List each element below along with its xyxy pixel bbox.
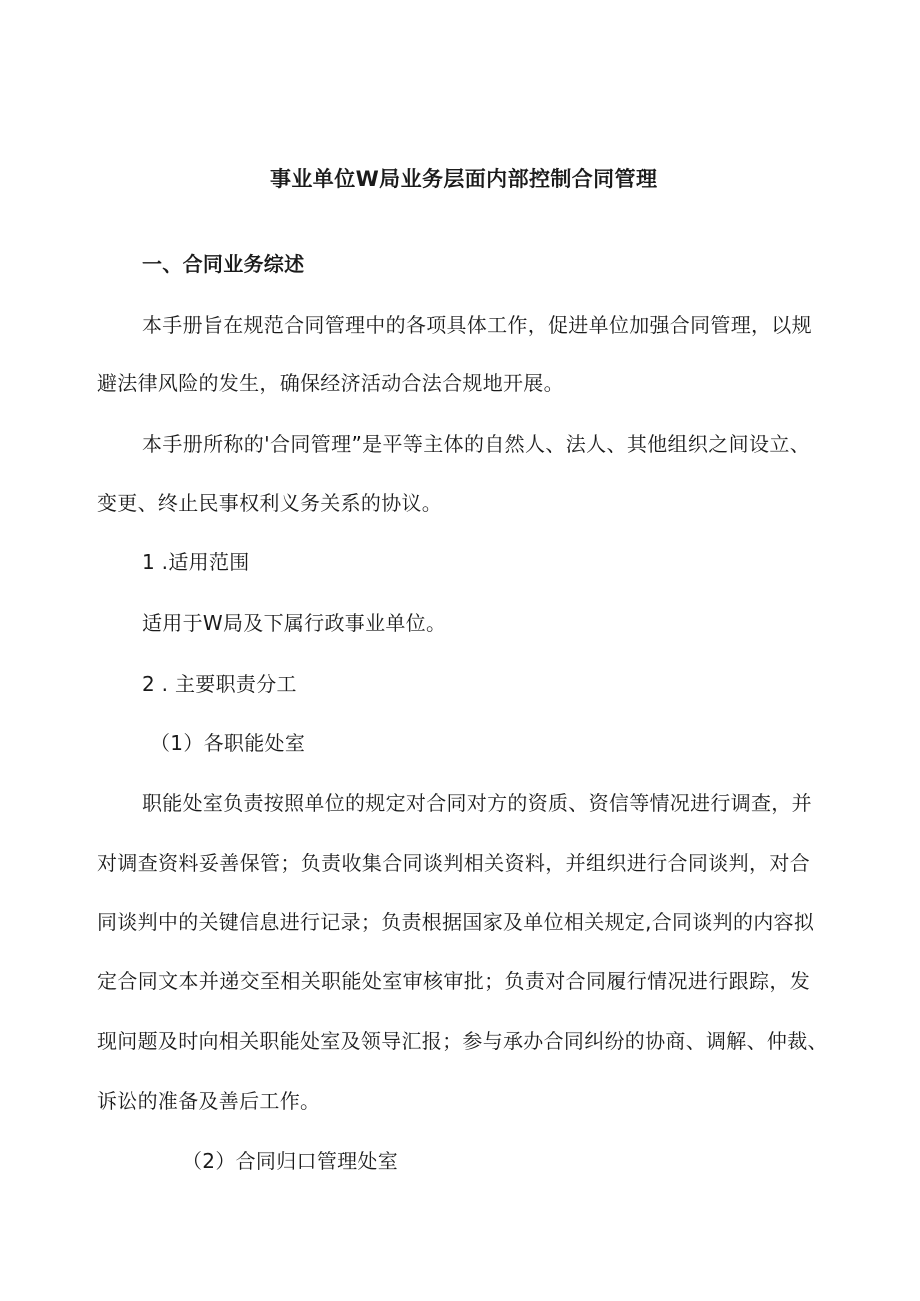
item-heading: 2 . 主要职责分工: [142, 672, 297, 696]
paragraph-line: 变更、终止民事权利义务关系的协议。: [97, 491, 443, 515]
document-title: 事业单位W局业务层面内部控制合同管理: [270, 167, 658, 191]
paragraph-line: 本手册旨在规范合同管理中的各项具体工作，促进单位加强合同管理，以规: [142, 313, 812, 337]
subsection-heading: （2）合同归口管理处室: [182, 1149, 399, 1173]
item-text: 适用于W局及下属行政事业单位。: [142, 611, 447, 635]
section-heading: 一、合同业务综述: [142, 252, 305, 276]
paragraph-line: 诉讼的准备及善后工作。: [97, 1089, 321, 1113]
paragraph-line: 同谈判中的关键信息进行记录；负责根据国家及单位相关规定,合同谈判的内容拟: [97, 910, 815, 934]
subsection-heading: （1）各职能处室: [150, 731, 306, 755]
paragraph-line: 本手册所称的'合同管理”是平等主体的自然人、法人、其他组织之间设立、: [142, 432, 810, 456]
paragraph-line: 现问题及时向相关职能处室及领导汇报；参与承办合同纠纷的协商、调解、仲裁、: [97, 1029, 828, 1053]
paragraph-line: 对调查资料妥善保管；负责收集合同谈判相关资料，并组织进行合同谈判，对合: [97, 851, 810, 875]
paragraph-line: 定合同文本并递交至相关职能处室审核审批；负责对合同履行情况进行跟踪，发: [97, 969, 810, 993]
paragraph-line: 职能处室负责按照单位的规定对合同对方的资质、资信等情况进行调查，并: [142, 791, 812, 815]
paragraph-line: 避法律风险的发生，确保经济活动合法合规地开展。: [97, 371, 564, 395]
item-heading: 1 .适用范围: [142, 550, 250, 574]
